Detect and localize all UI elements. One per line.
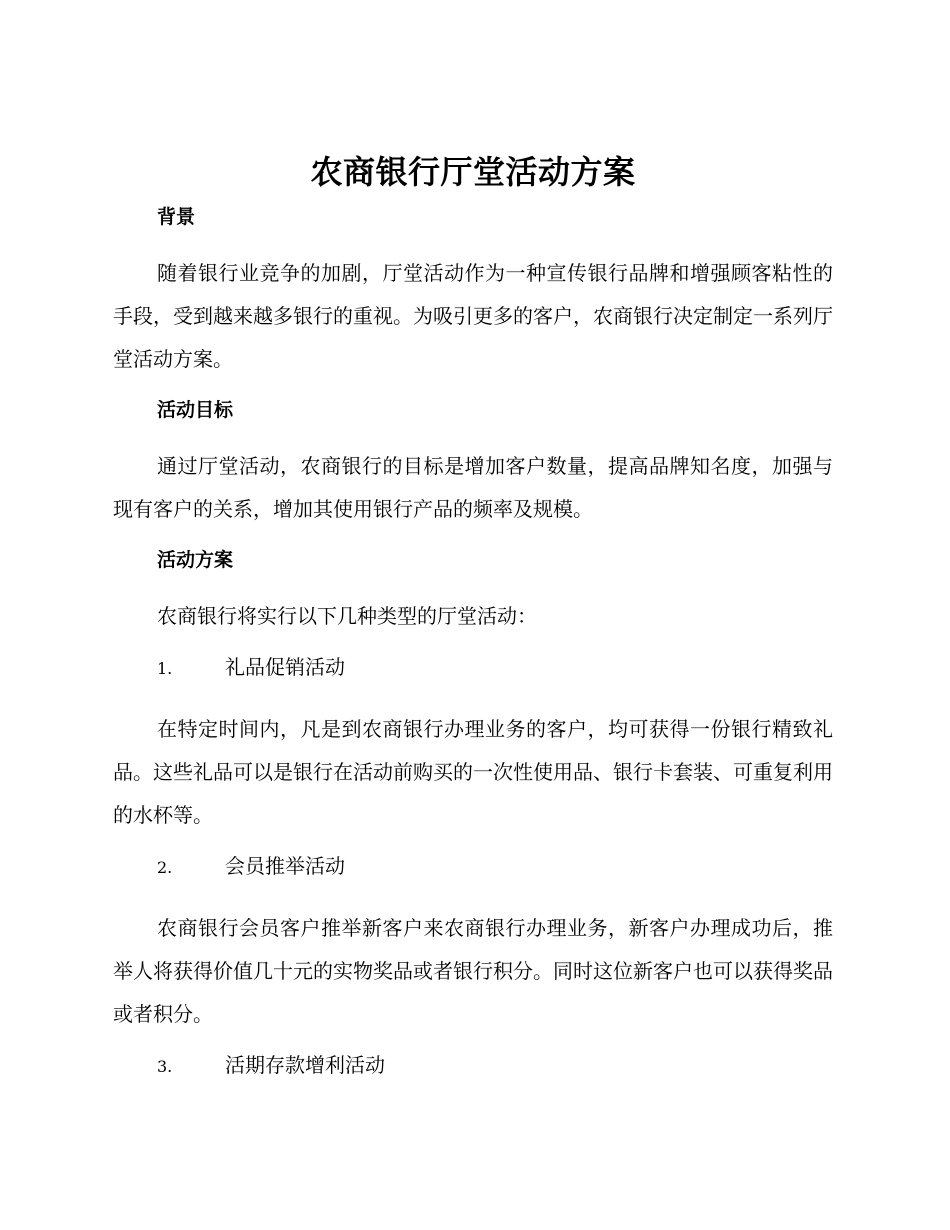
goal-paragraph: 通过厅堂活动，农商银行的目标是增加客户数量，提高品牌知名度，加强与现有客户的关系，增加其使用银行产品的频率及规模。 <box>113 454 833 521</box>
section-heading-background: 背景 <box>157 206 196 228</box>
background-paragraph: 随着银行业竞争的加剧，厅堂活动作为一种宣传银行品牌和增强顾客粘性的手段，受到越来越多银行的重视。为吸引更多的客户，农商银行决定制定一系列厅堂活动方案。 <box>113 261 833 371</box>
list-item-1 <box>113 652 833 684</box>
list-item-2 <box>113 851 833 883</box>
section-heading-plan: 活动方案 <box>157 549 234 571</box>
list-item-3 <box>113 1050 833 1082</box>
list-item-2-paragraph: 农商银行会员客户推举新客户来农商银行办理业务，新客户办理成功后，推举人将获得价值几十元的实物奖品或者银行积分。同时这位新客户也可以获得奖品或者积分。 <box>113 916 833 1026</box>
list-number: 1. <box>157 659 173 678</box>
list-label: 礼品促销活动 <box>225 655 345 679</box>
document-content <box>113 148 833 1106</box>
list-number: 3. <box>157 1057 173 1076</box>
list-label: 活期存款增利活动 <box>225 1053 385 1077</box>
plan-intro: 农商银行将实行以下几种类型的厅堂活动： <box>157 604 537 628</box>
document-title: 农商银行厅堂活动方案 <box>310 153 636 191</box>
list-label: 会员推举活动 <box>225 854 345 878</box>
list-item-1-paragraph: 在特定时间内，凡是到农商银行办理业务的客户，均可获得一份银行精致礼品。这些礼品可以是银行在活动前购买的一次性使用品、银行卡套装、可重复利用的水杯等。 <box>113 717 833 827</box>
section-heading-goal: 活动目标 <box>157 399 234 421</box>
list-number: 2. <box>157 858 173 877</box>
